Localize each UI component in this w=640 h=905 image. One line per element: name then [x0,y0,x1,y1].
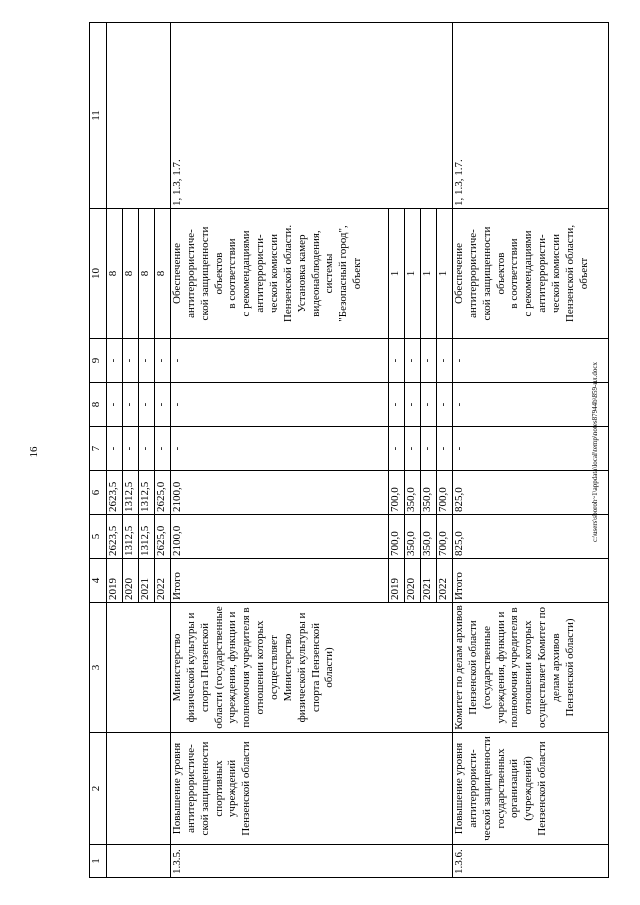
table-row [107,23,123,878]
amount-cell: - [107,383,123,427]
indicator-cell: 1 [420,209,436,339]
amount-cell: - [420,383,436,427]
empty-cell [107,23,171,209]
amount-regional-cell: 2623,5 [107,471,123,515]
amount-cell: - [155,427,171,471]
amount-regional-cell: 2100,0 [171,471,389,515]
amount-regional-cell: 2625,0 [155,471,171,515]
empty-cell [107,733,171,845]
indicator-cell: 1 [388,209,404,339]
amount-cell: - [123,339,139,383]
empty-cell [107,845,171,878]
measure-name: Повышение уровня антитеррористиче-ской защищенности спортивных учреждений Пензенской области [171,733,453,845]
empty-cell [107,603,171,733]
total-label: Итого [452,559,608,603]
indicator-refs: 1, 1.3, 1.7. [171,23,453,209]
amount-regional-cell: 350,0 [404,471,420,515]
amount-cell: - [171,383,389,427]
col-header-8: 8 [90,383,107,427]
amount-cell: - [420,339,436,383]
footer-file-path: c:\users\sboroh~1\appdata\local\temp\notes87944b\859-ил.docx [591,362,599,542]
col-header-9: 9 [90,339,107,383]
amount-cell: - [123,427,139,471]
col-header-2: 2 [90,733,107,845]
amount-cell: - [171,339,389,383]
header-row [90,23,107,878]
amount-cell: - [123,383,139,427]
amount-total-cell: 1312,5 [139,515,155,559]
amount-cell: - [155,339,171,383]
amount-cell: - [404,383,420,427]
amount-regional-cell: 350,0 [420,471,436,515]
amount-total-cell: 825,0 [452,515,608,559]
col-header-4: 4 [90,559,107,603]
col-header-5: 5 [90,515,107,559]
year-cell: 2021 [420,559,436,603]
measure-number: 1.3.6. [452,845,608,878]
amount-cell: - [404,339,420,383]
year-cell: 2021 [139,559,155,603]
amount-cell: - [139,427,155,471]
year-cell: 2020 [123,559,139,603]
indicator-cell: 8 [123,209,139,339]
amount-cell: - [107,427,123,471]
col-header-7: 7 [90,427,107,471]
amount-regional-cell: 1312,5 [139,471,155,515]
amount-cell: - [107,339,123,383]
expected-result: Обеспечение антитеррористиче- ской защищенности объектов в соответствии с рекомендациями антитеррористи- ческой комиссии Пензенской области, объект [452,209,608,339]
year-cell: 2022 [436,559,452,603]
amount-regional-cell: 825,0 [452,471,608,515]
year-cell: 2020 [404,559,420,603]
amount-cell: - [155,383,171,427]
amount-total-cell: 2100,0 [171,515,389,559]
amount-regional-cell: 1312,5 [123,471,139,515]
amount-total-cell: 700,0 [436,515,452,559]
year-cell: 2019 [107,559,123,603]
col-header-10: 10 [90,209,107,339]
amount-cell: - [139,383,155,427]
col-header-6: 6 [90,471,107,515]
amount-cell: - [388,339,404,383]
program-measures-table [89,22,609,878]
indicator-cell: 8 [139,209,155,339]
measure-executor: Министерство физической культуры и спорта Пензенской области (государственные учреждения, функции и полномочия учредителя в отношении которых осуществляет Министерство физической культуры и спорта Пензенской области) [171,603,453,733]
col-header-1: 1 [90,845,107,878]
amount-cell: - [436,427,452,471]
amount-cell: - [404,427,420,471]
amount-regional-cell: 700,0 [388,471,404,515]
table-row [452,23,608,878]
measure-executor: Комитет по делам архивов Пензенской области (государственные учреждения, функции и полномочия учредителя в отношении которых осуществляет Комитет по делам архивов Пензенской области) [452,603,608,733]
amount-regional-cell: 700,0 [436,471,452,515]
indicator-cell: 8 [107,209,123,339]
indicator-cell: 1 [436,209,452,339]
table-row [171,23,389,878]
amount-cell: - [388,383,404,427]
year-cell: 2019 [388,559,404,603]
amount-cell: - [452,339,608,383]
amount-cell: - [436,383,452,427]
year-cell: 2022 [155,559,171,603]
col-header-11: 11 [90,23,107,209]
expected-result: Обеспечение антитеррористиче- ской защищенности объектов в соответствии с рекомендациями антитеррористи- ческой комиссии Пензенской области. Установка камер видеонаблюдения, системы "Безопасный город", объект [171,209,389,339]
amount-cell: - [420,427,436,471]
amount-cell: - [436,339,452,383]
indicator-cell: 8 [155,209,171,339]
indicator-cell: 1 [404,209,420,339]
amount-cell: - [388,427,404,471]
col-header-3: 3 [90,603,107,733]
amount-total-cell: 2625,0 [155,515,171,559]
total-label: Итого [171,559,389,603]
measure-name: Повышение уровня антитеррористи-ческой защищенности государственных организаций (учреждений) Пензенской области [452,733,608,845]
amount-total-cell: 2623,5 [107,515,123,559]
amount-total-cell: 350,0 [420,515,436,559]
page-number: 16 [28,446,40,458]
amount-total-cell: 700,0 [388,515,404,559]
rotated-table-container [89,23,609,878]
amount-cell: - [171,427,389,471]
amount-total-cell: 350,0 [404,515,420,559]
measure-number: 1.3.5. [171,845,453,878]
amount-cell: - [452,383,608,427]
indicator-refs: 1, 1.3, 1.7. [452,23,608,209]
amount-cell: - [452,427,608,471]
amount-cell: - [139,339,155,383]
amount-total-cell: 1312,5 [123,515,139,559]
